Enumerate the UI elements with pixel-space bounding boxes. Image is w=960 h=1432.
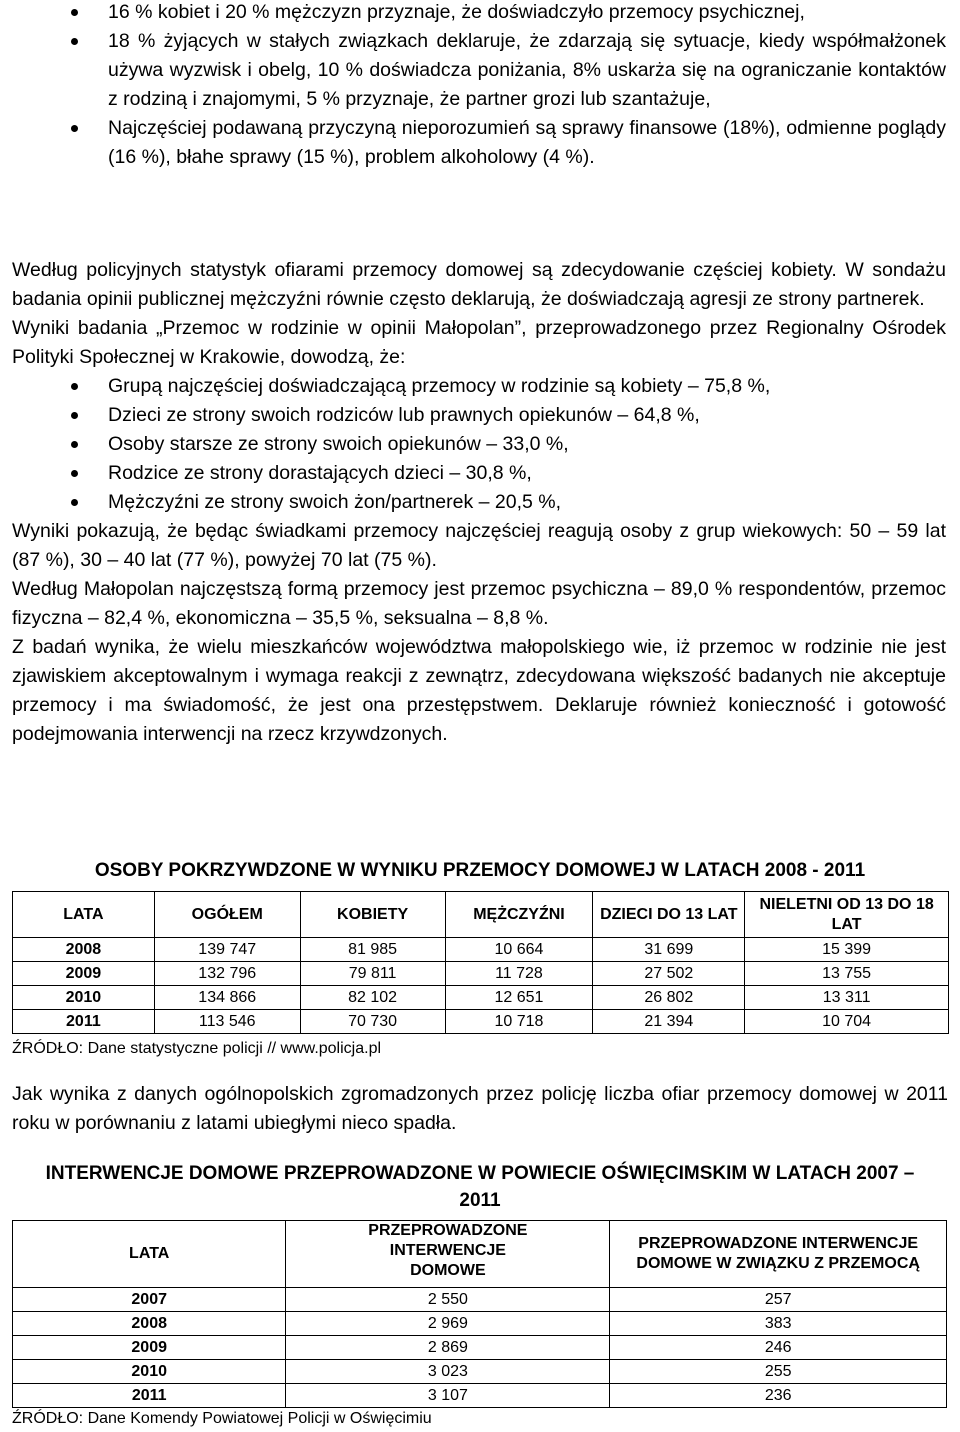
table1-cell: 21 394 — [593, 1010, 745, 1034]
victims-table — [12, 891, 949, 1034]
table2-cell: 2011 — [13, 1384, 286, 1408]
survey-bullet-list — [0, 0, 960, 172]
table1-cell: 26 802 — [593, 986, 745, 1010]
paragraph-study-intro: Wyniki badania „Przemoc w rodzinie w opinii Małopolan”, przeprowadzonego przez Regionalny Ośrodek Polityki Społecznej w Krakowie, dowodzą, że: — [12, 317, 946, 368]
bullet-women: Grupą najczęściej doświadczającą przemocy w rodzinie są kobiety – 75,8 %, — [0, 372, 960, 401]
paragraph-violence-forms: Według Małopolan najczęstszą formą przemocy jest przemoc psychiczna – 89,0 % respondentów, przemoc fizyczna – 82,4 %, ekonomiczna – 35,5 %, seksualna – 8,8 %. — [12, 578, 946, 629]
table1-header-men: MĘŻCZYŹNI — [445, 892, 593, 938]
table2-header-years: LATA — [13, 1221, 286, 1288]
bullet-verbal-abuse: 18 % żyjących w stałych związkach deklaruje, że zdarzają się sytuacje, kiedy współmałżonek używa wyzwisk i obelg, 10 % doświadcza poniżania, 8% uskarża się na ograniczanie kontaktów z rodziną i znajomymi, 5 % przyznaje, że partner grozi lub szantażuje, — [0, 27, 960, 114]
table1-cell: 79 811 — [300, 962, 445, 986]
table1-header-years: LATA — [13, 892, 155, 938]
table1-header-minors: NIELETNI OD 13 DO 18 LAT — [745, 892, 949, 938]
table-row — [13, 938, 949, 962]
table-row — [13, 1288, 947, 1312]
bullet-psychological-violence: 16 % kobiet i 20 % mężczyzn przyznaje, że doświadczyło przemocy psychicznej, — [0, 0, 960, 27]
table-row — [13, 1384, 947, 1408]
table1-cell: 27 502 — [593, 962, 745, 986]
table1-cell: 10 718 — [445, 1010, 593, 1034]
paragraph-police-statistics: Według policyjnych statystyk ofiarami przemocy domowej są zdecydowanie częściej kobiety. W sondażu badania opinii publicznej mężczyźni równie często deklarują, że doświadczają agresji ze strony partnerek. — [12, 259, 946, 310]
table1-title: OSOBY POKRZYWDZONE W WYNIKU PRZEMOCY DOMOWEJ W LATACH 2008 - 2011 — [94, 860, 866, 881]
paragraph-witnesses: Wyniki pokazują, że będąc świadkami przemocy najczęściej reagują osoby z grup wiekowych: 50 – 59 lat (87 %), 30 – 40 lat (77 %), powyżej 70 lat (75 %). — [12, 520, 946, 571]
table1-source: ŹRÓDŁO: Dane statystyczne policji // www.policja.pl — [12, 1040, 382, 1057]
table1-header-total: OGÓŁEM — [154, 892, 300, 938]
table1-cell: 2008 — [13, 938, 155, 962]
table1-cell: 81 985 — [300, 938, 445, 962]
bullet-elderly: Osoby starsze ze strony swoich opiekunów – 33,0 %, — [0, 430, 960, 459]
table2-cell: 2 550 — [286, 1288, 610, 1312]
table2-cell: 3 107 — [286, 1384, 610, 1408]
paragraph-attitudes: Z badań wynika, że wielu mieszkańców województwa małopolskiego wie, iż przemoc w rodzinie nie jest zjawiskiem akceptowalnym i wymaga reakcji z zewnątrz, zdecydowana większość badanych nie akceptuje przemocy i ma świadomość, że jest ona przestępstwem. Deklaruje również konieczność i gotowość podejmowania interwencji na rzecz krzywdzonych. — [12, 636, 946, 745]
table1-cell: 10 704 — [745, 1010, 949, 1034]
study-bullet-list — [0, 372, 960, 517]
table-row — [13, 1010, 949, 1034]
table2-cell: 2007 — [13, 1288, 286, 1312]
table2-cell: 255 — [610, 1360, 947, 1384]
table2-header-interventions: PRZEPROWADZONE INTERWENCJE DOMOWE — [286, 1221, 610, 1288]
bullet-men: Mężczyźni ze strony swoich żon/partnerek – 20,5 %, — [0, 488, 960, 517]
table1-cell: 2011 — [13, 1010, 155, 1034]
table2-cell: 2008 — [13, 1312, 286, 1336]
table-row — [13, 1360, 947, 1384]
table2-cell: 3 023 — [286, 1360, 610, 1384]
table1-header-children: DZIECI DO 13 LAT — [593, 892, 745, 938]
table1-cell: 15 399 — [745, 938, 949, 962]
table-row — [13, 1312, 947, 1336]
table1-cell: 12 651 — [445, 986, 593, 1010]
table1-cell: 13 311 — [745, 986, 949, 1010]
table2-cell: 236 — [610, 1384, 947, 1408]
table1-cell: 2010 — [13, 986, 155, 1010]
table-row — [13, 962, 949, 986]
table1-cell: 2009 — [13, 962, 155, 986]
table1-cell: 70 730 — [300, 1010, 445, 1034]
table2-title: INTERWENCJE DOMOWE PRZEPROWADZONE W POWIECIE OŚWIĘCIMSKIM W LATACH 2007 – 2011 — [45, 1163, 915, 1211]
bullet-children: Dzieci ze strony swoich rodziców lub prawnych opiekunów – 64,8 %, — [0, 401, 960, 430]
table1-cell: 113 546 — [154, 1010, 300, 1034]
table1-cell: 13 755 — [745, 962, 949, 986]
table2-cell: 2009 — [13, 1336, 286, 1360]
study-text-block — [0, 256, 960, 749]
table1-cell: 132 796 — [154, 962, 300, 986]
table-row — [13, 986, 949, 1010]
paragraph-decline: Jak wynika z danych ogólnopolskich zgromadzonych przez policję liczba ofiar przemocy domowej w 2011 roku w porównaniu z latami ubiegłymi nieco spadła. — [12, 1083, 948, 1134]
table2-cell: 246 — [610, 1336, 947, 1360]
bullet-parents: Rodzice ze strony dorastających dzieci – 30,8 %, — [0, 459, 960, 488]
table1-cell: 10 664 — [445, 938, 593, 962]
table1-header-women: KOBIETY — [300, 892, 445, 938]
table2-header-violence-interventions: PRZEPROWADZONE INTERWENCJE DOMOWE W ZWIĄZKU Z PRZEMOCĄ — [610, 1221, 947, 1288]
interventions-table — [12, 1220, 947, 1408]
table1-cell: 11 728 — [445, 962, 593, 986]
table2-cell: 2010 — [13, 1360, 286, 1384]
table1-cell: 82 102 — [300, 986, 445, 1010]
table2-cell: 257 — [610, 1288, 947, 1312]
table2-cell: 2 969 — [286, 1312, 610, 1336]
table-row — [13, 1336, 947, 1360]
table1-cell: 31 699 — [593, 938, 745, 962]
table2-cell: 383 — [610, 1312, 947, 1336]
bullet-conflict-causes: Najczęściej podawaną przyczyną nieporozumień są sprawy finansowe (18%), odmienne poglądy (16 %), błahe sprawy (15 %), problem alkoholowy (4 %). — [0, 114, 960, 172]
table1-cell: 134 866 — [154, 986, 300, 1010]
table1-cell: 139 747 — [154, 938, 300, 962]
table2-cell: 2 869 — [286, 1336, 610, 1360]
table2-source: ŹRÓDŁO: Dane Komendy Powiatowej Policji w Oświęcimiu — [12, 1410, 432, 1427]
